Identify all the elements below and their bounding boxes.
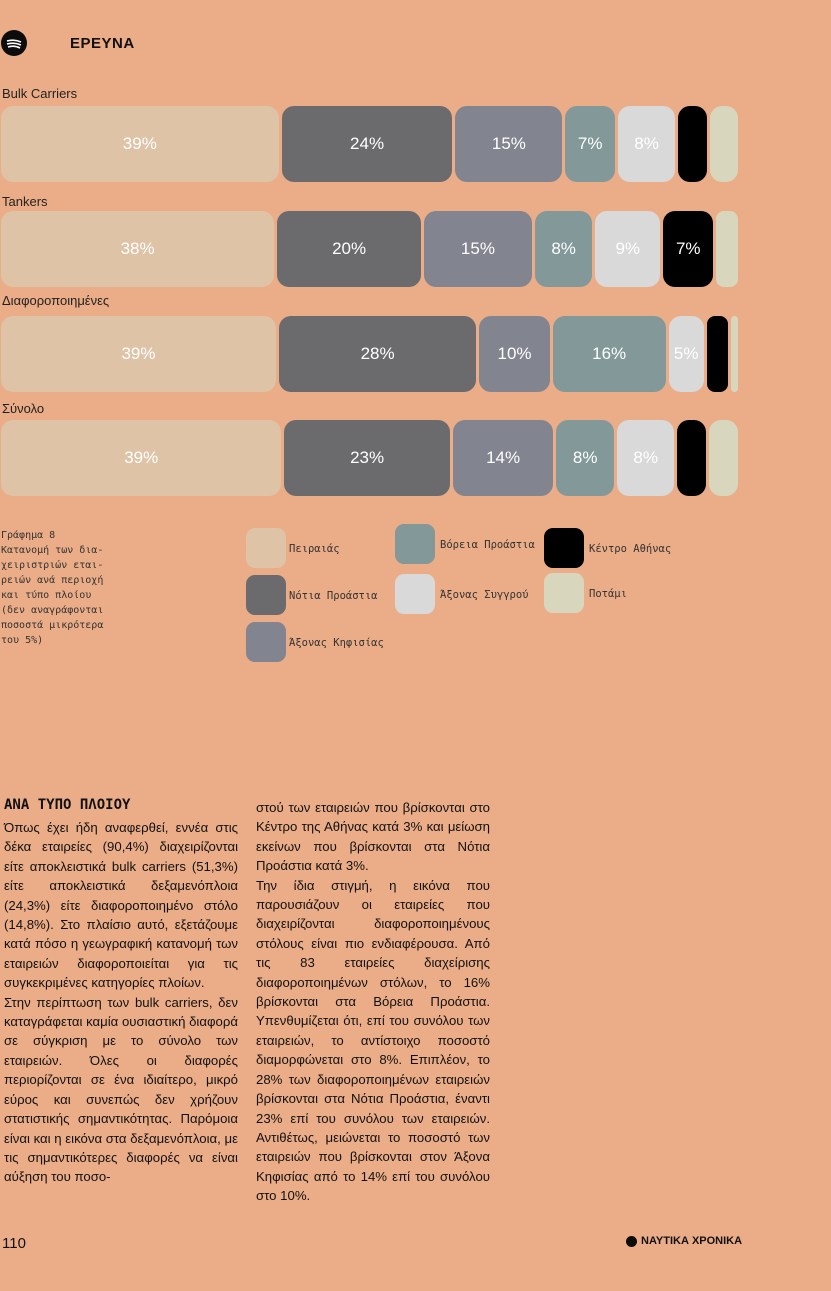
section-title: ΕΡΕΥΝΑ <box>70 35 135 52</box>
brand-name: ΝΑΥΤΙΚΑ ΧΡΟΝΙΚΑ <box>641 1235 743 1247</box>
legend-label: Άξονας Συγγρού <box>440 589 529 601</box>
legend-swatch <box>246 622 286 662</box>
data-label: 5% <box>673 344 699 363</box>
bar-segment-5 <box>669 316 704 392</box>
article-paragraph: Στην περίπτωση των bulk carriers, δεν καταγράφεται καμία ουσιαστική διαφορά σε σύγκριση με το σύνολο των εταιρειών. Όλες οι διαφορές περιορίζονται σε ένα ιδιαίτερο, μικρό εύρος και συνεπώς δεν χρήζουν στατιστικής σημαντικότητας. Παρόμοια είναι και η εικόνα στα δεξαμενόπλοια, με τις σημαντικότερες διαφορές να είναι αύξηση του ποσο- <box>4 994 238 1185</box>
legend-swatch <box>395 524 435 564</box>
legend-label: Πειραιάς <box>289 543 340 555</box>
caption-line: (δεν αναγράφονται <box>1 605 104 616</box>
bar-segment-1 <box>1 316 276 392</box>
data-label: 9% <box>615 239 641 258</box>
bar-segment-4 <box>535 211 593 287</box>
row-label: Tankers <box>2 194 48 209</box>
bar-segment-2 <box>277 211 421 287</box>
legend-swatch <box>246 528 286 568</box>
bar-segment-1 <box>1 211 274 287</box>
row-label: Διαφοροποιημένες <box>2 293 110 308</box>
caption-line: Κατανομή των δια- <box>1 545 104 556</box>
bar-segment-7 <box>709 420 738 496</box>
data-label: 8% <box>634 134 659 153</box>
row-label: Σύνολο <box>2 401 45 416</box>
bar-segment-5 <box>618 106 675 182</box>
bar-segment-6 <box>677 420 706 496</box>
caption-line: του 5%) <box>1 635 44 646</box>
legend-swatch <box>544 573 584 613</box>
legend-swatch <box>246 575 286 615</box>
bar-segment-1 <box>1 106 279 182</box>
data-label: 39% <box>121 344 156 363</box>
article-heading: ΑΝΑ ΤΥΠΟ ΠΛΟΙΟΥ <box>4 797 131 813</box>
bar-segment-2 <box>282 106 453 182</box>
data-label: 8% <box>633 448 658 467</box>
bar-segment-5 <box>595 211 660 287</box>
bar-segment-6 <box>663 211 713 287</box>
caption-line: ρειών ανά περιοχή <box>1 575 104 586</box>
data-label: 15% <box>460 239 495 258</box>
bar-segment-2 <box>279 316 476 392</box>
caption-line: Γράφημα 8 <box>1 530 56 541</box>
legend-label: Κέντρο Αθήνας <box>589 543 672 555</box>
chart-caption <box>1 528 116 648</box>
data-label: 23% <box>350 448 385 467</box>
bar-segment-6 <box>707 316 728 392</box>
data-label: 38% <box>120 239 155 258</box>
bar-segment-3 <box>424 211 532 287</box>
bar-segment-3 <box>455 106 562 182</box>
bar-segment-1 <box>1 420 281 496</box>
bar-segment-7 <box>716 211 738 287</box>
bar-segment-5 <box>617 420 675 496</box>
caption-line: χειριστριών εται- <box>1 560 104 571</box>
legend-label: Βόρεια Προάστια <box>440 539 535 551</box>
page-number: 110 <box>2 1235 26 1252</box>
article-column-right <box>256 798 490 1206</box>
article-paragraph: Όπως έχει ήδη αναφερθεί, εννέα στις δέκα εταιρείες (90,4%) διαχειρίζονται είτε αποκλειστικά bulk carriers (51,3%) είτε αποκλειστικά δεξαμενόπλοια (24,3%) είτε διαφοροποιημένο στόλο (14,8%). Στο πλαίσιο αυτό, εξετάζουμε κατά πόσο η γεωγραφική κατανομή των εταιρειών διαφοροποιείται για τις συγκεκριμένες κατηγορίες πλοίων. <box>4 820 238 991</box>
article-column-left <box>4 818 238 1187</box>
data-label: 20% <box>332 239 367 258</box>
data-label: 14% <box>486 448 521 467</box>
bar-segment-3 <box>453 420 554 496</box>
data-label: 15% <box>491 134 526 153</box>
bar-segment-7 <box>731 316 738 392</box>
article-paragraph: Την ίδια στιγμή, η εικόνα που παρουσιάζουν οι εταιρείες που διαχειρίζονται διαφοροποιημένους στόλους είναι πιο ενδιαφέρουσα. Από τις 83 εταιρείες διαχείρισης διαφοροποιημένων στόλων, το 16% βρίσκονται στα Βόρεια Προάστια. Υπενθυμίζεται ότι, επί του συνόλου των εταιρειών, το αντίστοιχο ποσοστό διαμορφώνεται στο 8%. Επιπλέον, το 28% των διαφοροποιημένων εταιρειών βρίσκονται στα Νότια Προάστια, έναντι 23% επί του συνόλου των εταιρειών. Αντιθέτως, μειώνεται το ποσοστό των εταιρειών που βρίσκονται στον Άξονα Κηφισίας από το 14% επί του συνόλου στο 10%. <box>256 877 490 1204</box>
data-label: 16% <box>592 344 627 363</box>
data-label: 7% <box>675 239 701 258</box>
data-label: 7% <box>577 134 603 153</box>
legend-label: Ποτάμι <box>589 588 627 600</box>
legend-swatch <box>395 574 435 614</box>
bar-segment-4 <box>565 106 615 182</box>
bar-segment-6 <box>678 106 706 182</box>
data-label: 39% <box>122 134 157 153</box>
legend-label: Νότια Προάστια <box>289 590 378 602</box>
data-label: 39% <box>124 448 159 467</box>
caption-line: και τύπο πλοίου <box>1 590 92 601</box>
bar-segment-3 <box>479 316 549 392</box>
magazine-logo-icon <box>1 30 27 56</box>
footer-brand <box>626 1235 742 1247</box>
data-label: 8% <box>572 448 598 467</box>
bar-segment-4 <box>556 420 614 496</box>
legend-label: Άξονας Κηφισίας <box>289 637 384 649</box>
data-label: 8% <box>551 239 576 258</box>
bar-segment-4 <box>553 316 666 392</box>
data-label: 10% <box>497 344 532 363</box>
bar-segment-2 <box>284 420 449 496</box>
data-label: 24% <box>350 134 385 153</box>
row-label: Bulk Carriers <box>2 86 78 101</box>
caption-line: ποσοστά μικρότερα <box>1 620 104 631</box>
bar-segment-7 <box>710 106 738 182</box>
data-label: 28% <box>360 344 395 363</box>
legend-swatch <box>544 528 584 568</box>
brand-logo-icon <box>626 1236 637 1247</box>
article-paragraph: στού των εταιρειών που βρίσκονται στο Κέντρο της Αθήνας κατά 3% και μείωση εκείνων που βρίσκονται στα Νότια Προάστια κατά 3%. <box>256 800 490 874</box>
